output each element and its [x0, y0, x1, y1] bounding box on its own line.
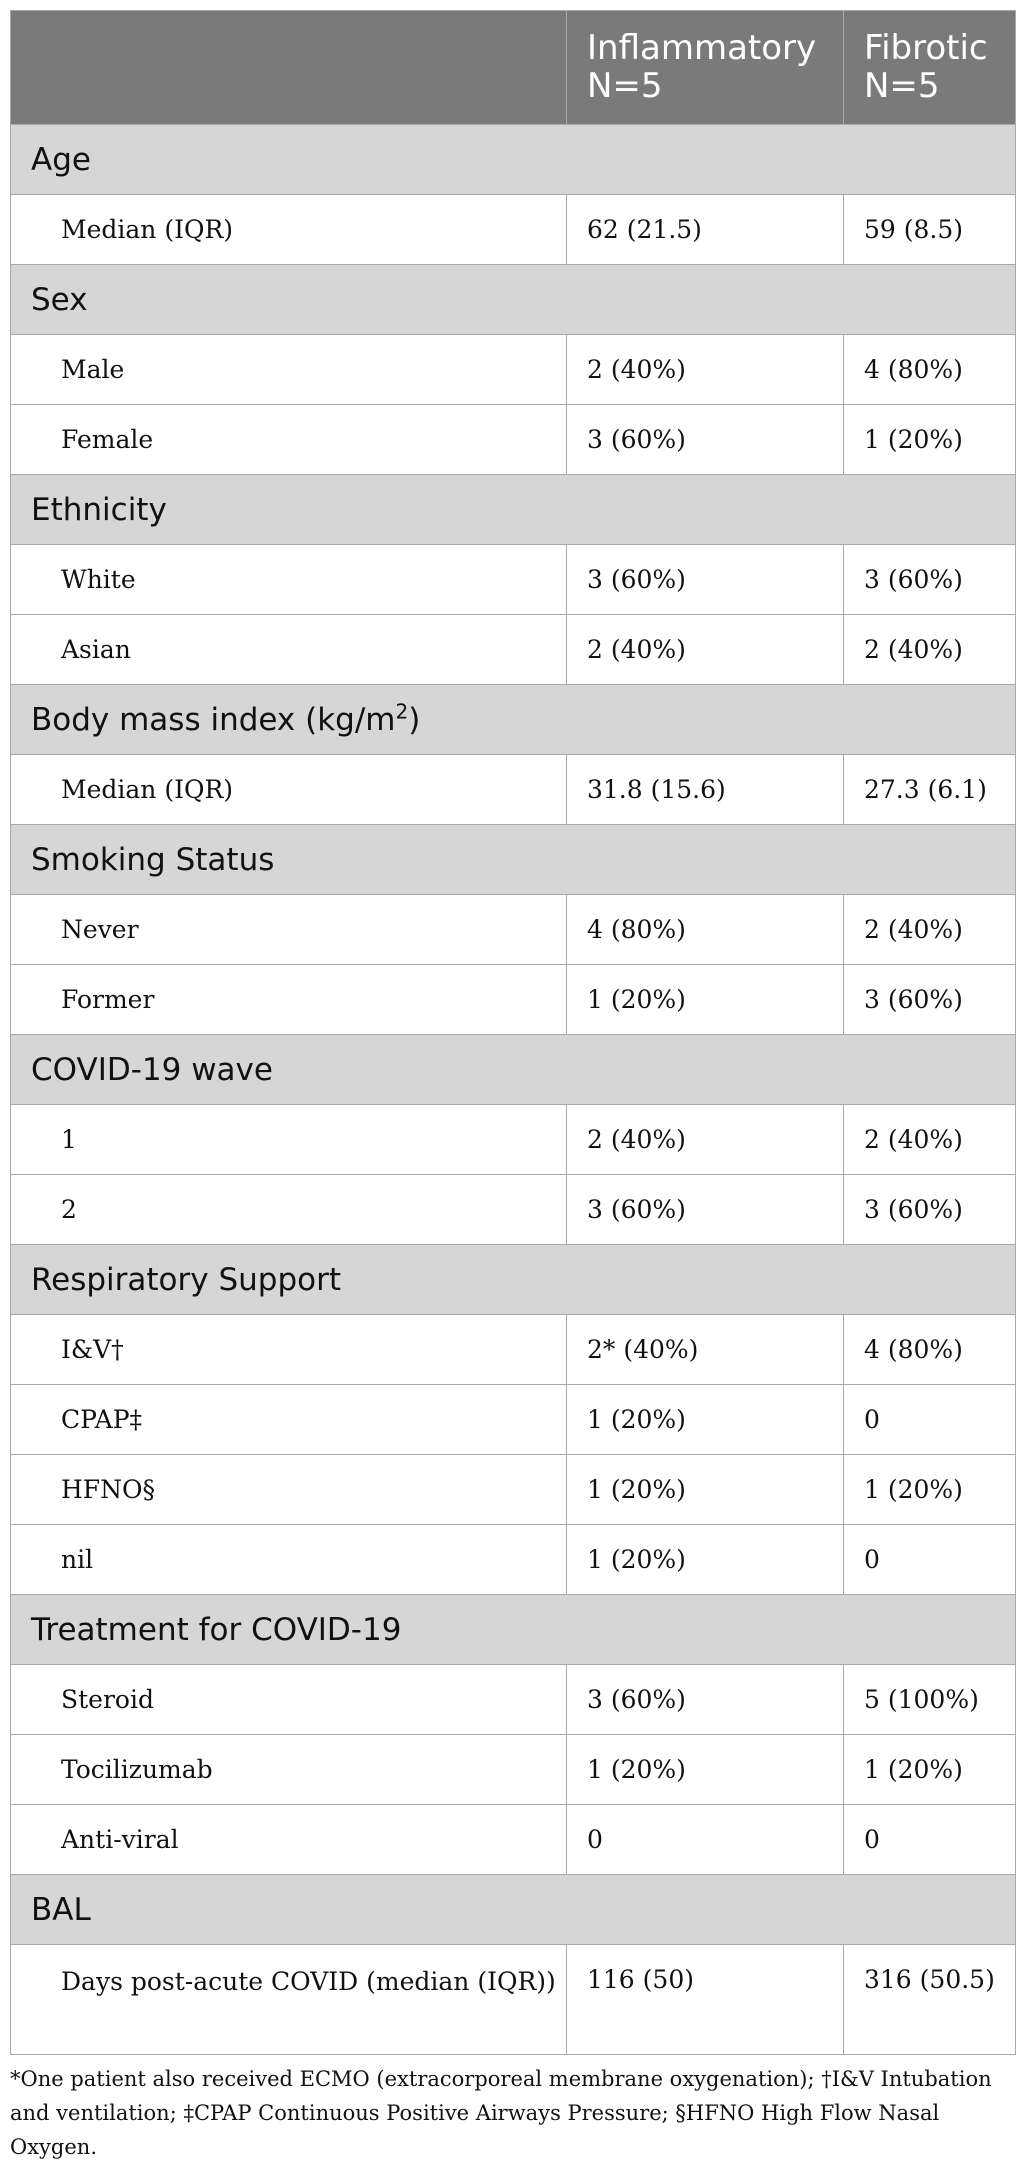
- fibrotic-value: 4 (80%): [844, 335, 1016, 405]
- inflammatory-value: 3 (60%): [567, 545, 844, 615]
- table-header-row: [11, 11, 1016, 125]
- section-title: [11, 1035, 1016, 1105]
- fibrotic-value: 2 (40%): [844, 895, 1016, 965]
- fibrotic-value: 316 (50.5): [844, 1945, 1016, 2055]
- table-row: [11, 195, 1016, 265]
- inflammatory-value: 3 (60%): [567, 1665, 844, 1735]
- section-header-row: [11, 1595, 1016, 1665]
- inflammatory-value: 0: [567, 1805, 844, 1875]
- section-title: [11, 685, 1016, 755]
- inflammatory-value: 2 (40%): [567, 335, 844, 405]
- section-title: [11, 1595, 1016, 1665]
- fibrotic-value: 2 (40%): [844, 615, 1016, 685]
- fibrotic-value: 3 (60%): [844, 545, 1016, 615]
- row-label: HFNO§: [11, 1455, 567, 1525]
- table-row: [11, 1455, 1016, 1525]
- section-header-row: [11, 475, 1016, 545]
- table-row: [11, 1175, 1016, 1245]
- table-row: [11, 1945, 1016, 2055]
- inflammatory-value: 116 (50): [567, 1945, 844, 2055]
- row-label: Days post-acute COVID (median (IQR)): [11, 1945, 567, 2055]
- section-title-text: Body mass index (kg/m: [31, 701, 396, 738]
- section-title: [11, 825, 1016, 895]
- section-title-text: COVID-19 wave: [31, 1051, 273, 1088]
- row-label: CPAP‡: [11, 1385, 567, 1455]
- table-row: [11, 1805, 1016, 1875]
- inflammatory-value: 3 (60%): [567, 405, 844, 475]
- inflammatory-value: 1 (20%): [567, 965, 844, 1035]
- table-row: [11, 1385, 1016, 1455]
- section-title-text: Respiratory Support: [31, 1261, 342, 1298]
- fibrotic-value: 1 (20%): [844, 1455, 1016, 1525]
- inflammatory-value: 1 (20%): [567, 1455, 844, 1525]
- fibrotic-value: 1 (20%): [844, 405, 1016, 475]
- fibrotic-value: 3 (60%): [844, 1175, 1016, 1245]
- table-row: [11, 1665, 1016, 1735]
- section-title-text: Smoking Status: [31, 841, 275, 878]
- header-fibrotic-n: N=5: [864, 66, 940, 106]
- fibrotic-value: 2 (40%): [844, 1105, 1016, 1175]
- row-label: Male: [11, 335, 567, 405]
- table-row: [11, 965, 1016, 1035]
- table-row: [11, 615, 1016, 685]
- section-header-row: [11, 1245, 1016, 1315]
- section-title-superscript: 2: [395, 699, 409, 724]
- section-header-row: [11, 125, 1016, 195]
- section-title: [11, 1875, 1016, 1945]
- section-title-text: BAL: [31, 1891, 91, 1928]
- inflammatory-value: 1 (20%): [567, 1525, 844, 1595]
- section-title-suffix: ): [408, 701, 421, 738]
- table-body: [11, 125, 1016, 2055]
- patient-characteristics-table: [10, 10, 1016, 2055]
- fibrotic-value: 0: [844, 1525, 1016, 1595]
- row-label: Median (IQR): [11, 195, 567, 265]
- section-header-row: [11, 265, 1016, 335]
- section-title-text: Treatment for COVID-19: [31, 1611, 402, 1648]
- section-header-row: [11, 1875, 1016, 1945]
- row-label: Median (IQR): [11, 755, 567, 825]
- section-title: [11, 475, 1016, 545]
- fibrotic-value: 3 (60%): [844, 965, 1016, 1035]
- fibrotic-value: 5 (100%): [844, 1665, 1016, 1735]
- row-label: Steroid: [11, 1665, 567, 1735]
- section-title-text: Sex: [31, 281, 88, 318]
- row-label: Asian: [11, 615, 567, 685]
- section-title: [11, 265, 1016, 335]
- row-label: Anti-viral: [11, 1805, 567, 1875]
- row-label: Tocilizumab: [11, 1735, 567, 1805]
- row-label: Former: [11, 965, 567, 1035]
- table-row: [11, 405, 1016, 475]
- row-label: 2: [11, 1175, 567, 1245]
- section-header-row: [11, 1035, 1016, 1105]
- header-inflammatory-n: N=5: [587, 66, 663, 106]
- row-label: Never: [11, 895, 567, 965]
- row-label: 1: [11, 1105, 567, 1175]
- table-row: [11, 1315, 1016, 1385]
- row-label: White: [11, 545, 567, 615]
- fibrotic-value: 27.3 (6.1): [844, 755, 1016, 825]
- inflammatory-value: 62 (21.5): [567, 195, 844, 265]
- table-row: [11, 1105, 1016, 1175]
- inflammatory-value: 1 (20%): [567, 1735, 844, 1805]
- fibrotic-value: 1 (20%): [844, 1735, 1016, 1805]
- section-title: [11, 125, 1016, 195]
- inflammatory-value: 2* (40%): [567, 1315, 844, 1385]
- row-label: Female: [11, 405, 567, 475]
- fibrotic-value: 59 (8.5): [844, 195, 1016, 265]
- table-row: [11, 895, 1016, 965]
- fibrotic-value: 0: [844, 1385, 1016, 1455]
- row-label: I&V†: [11, 1315, 567, 1385]
- fibrotic-value: 0: [844, 1805, 1016, 1875]
- table-footnote: *One patient also received ECMO (extracorporeal membrane oxygenation); †I&V Intubation and ventilation; ‡CPAP Continuous Positive Airways Pressure; §HFNO High Flow Nasal Oxygen.: [10, 2067, 992, 2159]
- fibrotic-value: 4 (80%): [844, 1315, 1016, 1385]
- section-title-text: Ethnicity: [31, 491, 167, 528]
- table-row: [11, 545, 1016, 615]
- inflammatory-value: 31.8 (15.6): [567, 755, 844, 825]
- inflammatory-value: 1 (20%): [567, 1385, 844, 1455]
- inflammatory-value: 3 (60%): [567, 1175, 844, 1245]
- table-container: [10, 10, 1015, 2055]
- inflammatory-value: 4 (80%): [567, 895, 844, 965]
- header-fibrotic-title: Fibrotic: [864, 28, 988, 68]
- table-row: [11, 1525, 1016, 1595]
- header-inflammatory: [567, 11, 844, 125]
- section-header-row: [11, 685, 1016, 755]
- section-title: [11, 1245, 1016, 1315]
- row-label: nil: [11, 1525, 567, 1595]
- table-row: [11, 335, 1016, 405]
- table-row: [11, 1735, 1016, 1805]
- header-fibrotic: [844, 11, 1016, 125]
- header-empty-cell: [11, 11, 567, 125]
- inflammatory-value: 2 (40%): [567, 1105, 844, 1175]
- table-row: [11, 755, 1016, 825]
- header-inflammatory-title: Inflammatory: [587, 28, 817, 68]
- section-title-text: Age: [31, 141, 91, 178]
- section-header-row: [11, 825, 1016, 895]
- inflammatory-value: 2 (40%): [567, 615, 844, 685]
